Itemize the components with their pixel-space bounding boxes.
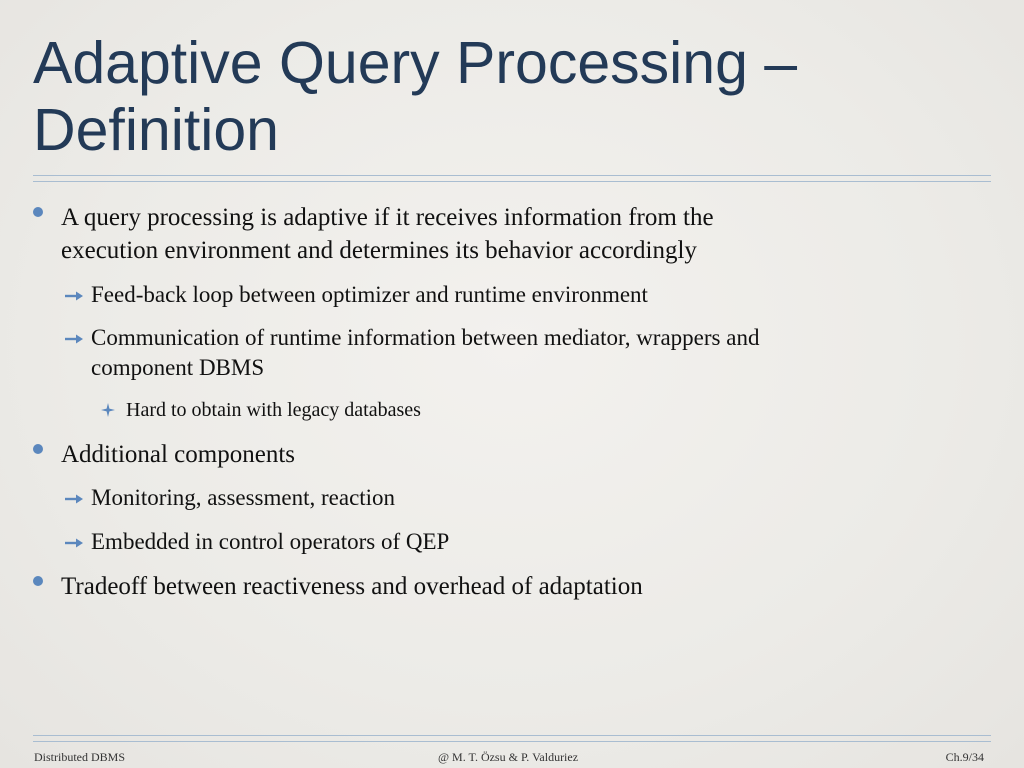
footer-divider bbox=[33, 735, 991, 742]
bullet-dot-icon bbox=[33, 444, 43, 454]
footer-center: @ M. T. Özsu & P. Valduriez bbox=[438, 750, 579, 764]
title-divider bbox=[33, 175, 991, 182]
bullet-1-sub-2-line-1: Communication of runtime information between mediator, wrappers and bbox=[91, 325, 760, 350]
right-arrow-icon bbox=[64, 537, 84, 549]
bullet-2-sub-1: Monitoring, assessment, reaction bbox=[91, 485, 396, 510]
bullet-3: Tradeoff between reactiveness and overhead of adaptation bbox=[61, 573, 643, 600]
bullet-1-line-2: execution environment and determines its behavior accordingly bbox=[61, 237, 697, 264]
bullet-1-sub-2 bbox=[91, 323, 971, 383]
right-arrow-icon bbox=[64, 333, 84, 345]
bullet-1-sub-2-line-2: component DBMS bbox=[91, 355, 265, 380]
title-line-1: Adaptive Query Processing – bbox=[33, 30, 798, 96]
bullet-1 bbox=[61, 201, 961, 267]
title-line-2: Definition bbox=[33, 97, 279, 163]
bullet-dot-icon bbox=[33, 207, 43, 217]
bullet-1-sub-1: Feed-back loop between optimizer and runtime environment bbox=[91, 282, 648, 307]
slide-title bbox=[33, 30, 993, 164]
bullet-2: Additional components bbox=[61, 441, 295, 468]
bullet-1-sub-2-sub-1: Hard to obtain with legacy databases bbox=[126, 399, 421, 421]
four-point-star-icon bbox=[101, 403, 115, 417]
bullet-dot-icon bbox=[33, 576, 43, 586]
footer-page-number: Ch.9/34 bbox=[945, 750, 984, 764]
bullet-2-sub-2: Embedded in control operators of QEP bbox=[91, 529, 450, 554]
right-arrow-icon bbox=[64, 290, 84, 302]
footer-left: Distributed DBMS bbox=[34, 750, 126, 764]
bullet-1-line-1: A query processing is adaptive if it receives information from the bbox=[61, 204, 714, 231]
right-arrow-icon bbox=[64, 493, 84, 505]
